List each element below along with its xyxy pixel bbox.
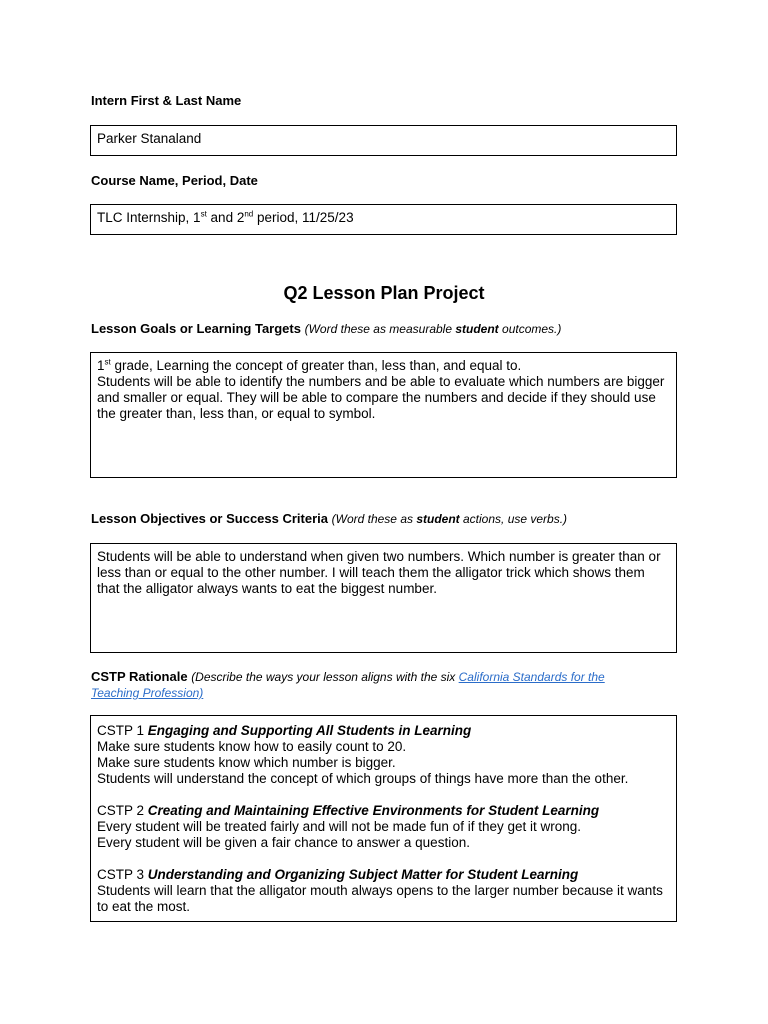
objectives-label: Lesson Objectives or Success Criteria (Word these as student actions, use verbs.) [91,511,568,526]
intern-name-value: Parker Stanaland [97,131,202,146]
cstp-line: Every student will be treated fairly and will not be made fun of if they get it wrong. [97,819,582,834]
course-field[interactable] [90,204,677,235]
goals-field[interactable] [90,352,677,478]
objectives-note: (Word these as student actions, use verbs.) [331,512,568,526]
cstp-item: CSTP 3 Understanding and Organizing Subject Matter for Student Learning Students will learn that the alligator mouth always opens to the larger number because it wants to eat the most. [97,867,670,915]
cstp-note: (Describe the ways your lesson aligns with the six California Standards for the Teaching Profession) [91,670,605,700]
cstp-line: Students will understand the concept of which groups of things have more than the other. [97,771,629,786]
goals-note: (Word these as measurable student outcomes.) [304,322,562,336]
objectives-text: Students will be able to understand when given two numbers. Which number is greater than or less than or equal to the other number. I will teach them the alligator trick which shows them that the alligator always wants to eat the biggest number. [97,549,661,596]
cstp-line: Make sure students know how to easily count to 20. [97,739,407,754]
course-label: Course Name, Period, Date [91,173,258,188]
cstp-heading: Creating and Maintaining Effective Environments for Student Learning [147,803,600,818]
cstp-line: Every student will be given a fair chance to answer a question. [97,835,470,850]
cstp-item: CSTP 1 Engaging and Supporting All Students in Learning Make sure students know how to easily count to 20. Make sure students know which number is bigger. Students will understand the concept of which groups of things have more than the other. [97,723,670,787]
goals-line-2: Students will be able to identify the numbers and be able to evaluate which numbers are bigger and smaller or equal. They will be able to compare the numbers and decide if they should use the greater than, less than, or equal to symbol. [97,374,665,421]
cstp-heading: Engaging and Supporting All Students in Learning [147,723,472,738]
cstp-item: CSTP 2 Creating and Maintaining Effective Environments for Student Learning Every student will be treated fairly and will not be made fun of if they get it wrong. Every student will be given a fair chance to answer a question. [97,803,670,851]
cstp-standards-link[interactable]: California Standards for the Teaching Profession) [91,670,605,700]
goals-line-1: 1st grade, Learning the concept of greater than, less than, and equal to. [97,357,522,373]
cstp-heading: Understanding and Organizing Subject Matter for Student Learning [147,867,579,882]
cstp-line: Make sure students know which number is bigger. [97,755,396,770]
course-value: TLC Internship, 1st and 2nd period, 11/25/23 [97,209,354,225]
cstp-field[interactable] [90,715,677,922]
page-title: Q2 Lesson Plan Project [283,283,485,303]
cstp-label: CSTP Rationale (Describe the ways your lesson aligns with the six California Standards for the Teaching Profession) [91,669,605,700]
intern-name-field[interactable] [90,125,677,156]
goals-label: Lesson Goals or Learning Targets (Word these as measurable student outcomes.) [91,321,562,336]
cstp-line: Students will learn that the alligator mouth always opens to the larger number because it wants to eat the most. [97,883,663,914]
intern-name-label: Intern First & Last Name [91,93,242,108]
objectives-field[interactable] [90,543,677,653]
